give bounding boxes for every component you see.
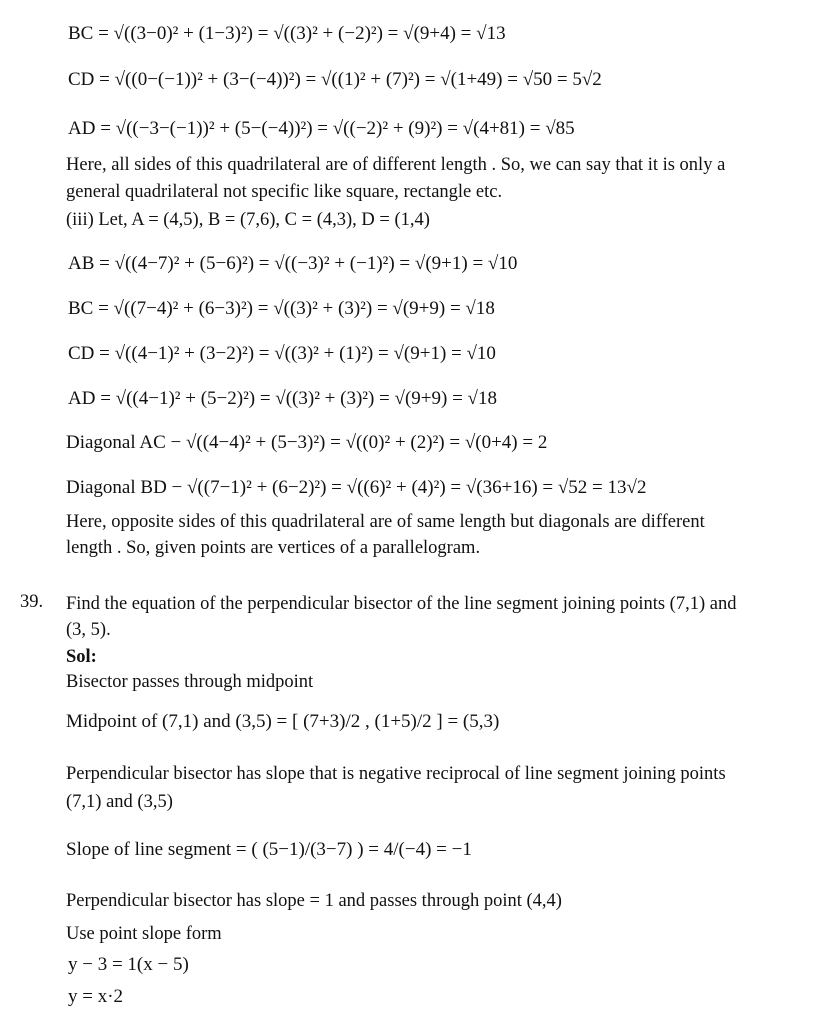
solution-label: Sol: [66, 647, 97, 667]
equation-ad-2: AD = √((4−1)² + (5−2)²) = √((3)² + (3)²) = √(9+9) = √18 [68, 388, 497, 409]
question-number: 39. [20, 592, 44, 612]
solution-step-1: Bisector passes through midpoint [66, 672, 314, 692]
solution-step-5: Perpendicular bisector has slope = 1 and passes through point (4,4) [66, 891, 562, 911]
paragraph-here-2a: Here, opposite sides of this quadrilateral are of same length but diagonals are different [66, 512, 705, 532]
equation-cd-1: CD = √((0−(−1))² + (3−(−4))²) = √((1)² + (7)²) = √(1+49) = √50 = 5√2 [68, 69, 602, 90]
part-iii-heading: (iii) Let, A = (4,5), B = (7,6), C = (4,3), D = (1,4) [66, 210, 430, 230]
equation-ad-1: AD = √((−3−(−1))² + (5−(−4))²) = √((−2)² + (9)²) = √(4+81) = √85 [68, 118, 575, 139]
equation-diagonal-bd: Diagonal BD − √((7−1)² + (6−2)²) = √((6)² + (4)²) = √(36+16) = √52 = 13√2 [66, 477, 647, 498]
question-text-b: (3, 5). [66, 620, 111, 640]
paragraph-here-1b: general quadrilateral not specific like square, rectangle etc. [66, 182, 503, 202]
solution-step-8: y = x·2 [68, 986, 124, 1007]
solution-slope: Slope of line segment = ( (5−1)/(3−7) ) = 4/(−4) = −1 [66, 839, 472, 860]
solution-step-3b: (7,1) and (3,5) [66, 792, 173, 812]
equation-bc-2: BC = √((7−4)² + (6−3)²) = √((3)² + (3)²) = √(9+9) = √18 [68, 298, 495, 319]
equation-ab-2: AB = √((4−7)² + (5−6)²) = √((−3)² + (−1)²) = √(9+1) = √10 [68, 253, 518, 274]
solution-step-6: Use point slope form [66, 924, 222, 944]
equation-diagonal-ac: Diagonal AC − √((4−4)² + (5−3)²) = √((0)² + (2)²) = √(0+4) = 2 [66, 432, 548, 453]
question-text-a: Find the equation of the perpendicular bisector of the line segment joining points (7,1) and [66, 594, 737, 614]
solution-step-7: y − 3 = 1(x − 5) [68, 954, 189, 975]
solution-step-3a: Perpendicular bisector has slope that is negative reciprocal of line segment joining points [66, 764, 726, 784]
equation-bc-1: BC = √((3−0)² + (1−3)²) = √((3)² + (−2)²) = √(9+4) = √13 [68, 23, 506, 44]
paragraph-here-2b: length . So, given points are vertices of a parallelogram. [66, 538, 481, 558]
equation-cd-2: CD = √((4−1)² + (3−2)²) = √((3)² + (1)²) = √(9+1) = √10 [68, 343, 496, 364]
paragraph-here-1a: Here, all sides of this quadrilateral are of different length . So, we can say that it is only a [66, 155, 726, 175]
solution-midpoint: Midpoint of (7,1) and (3,5) = [ (7+3)/2 , (1+5)/2 ] = (5,3) [66, 711, 500, 732]
